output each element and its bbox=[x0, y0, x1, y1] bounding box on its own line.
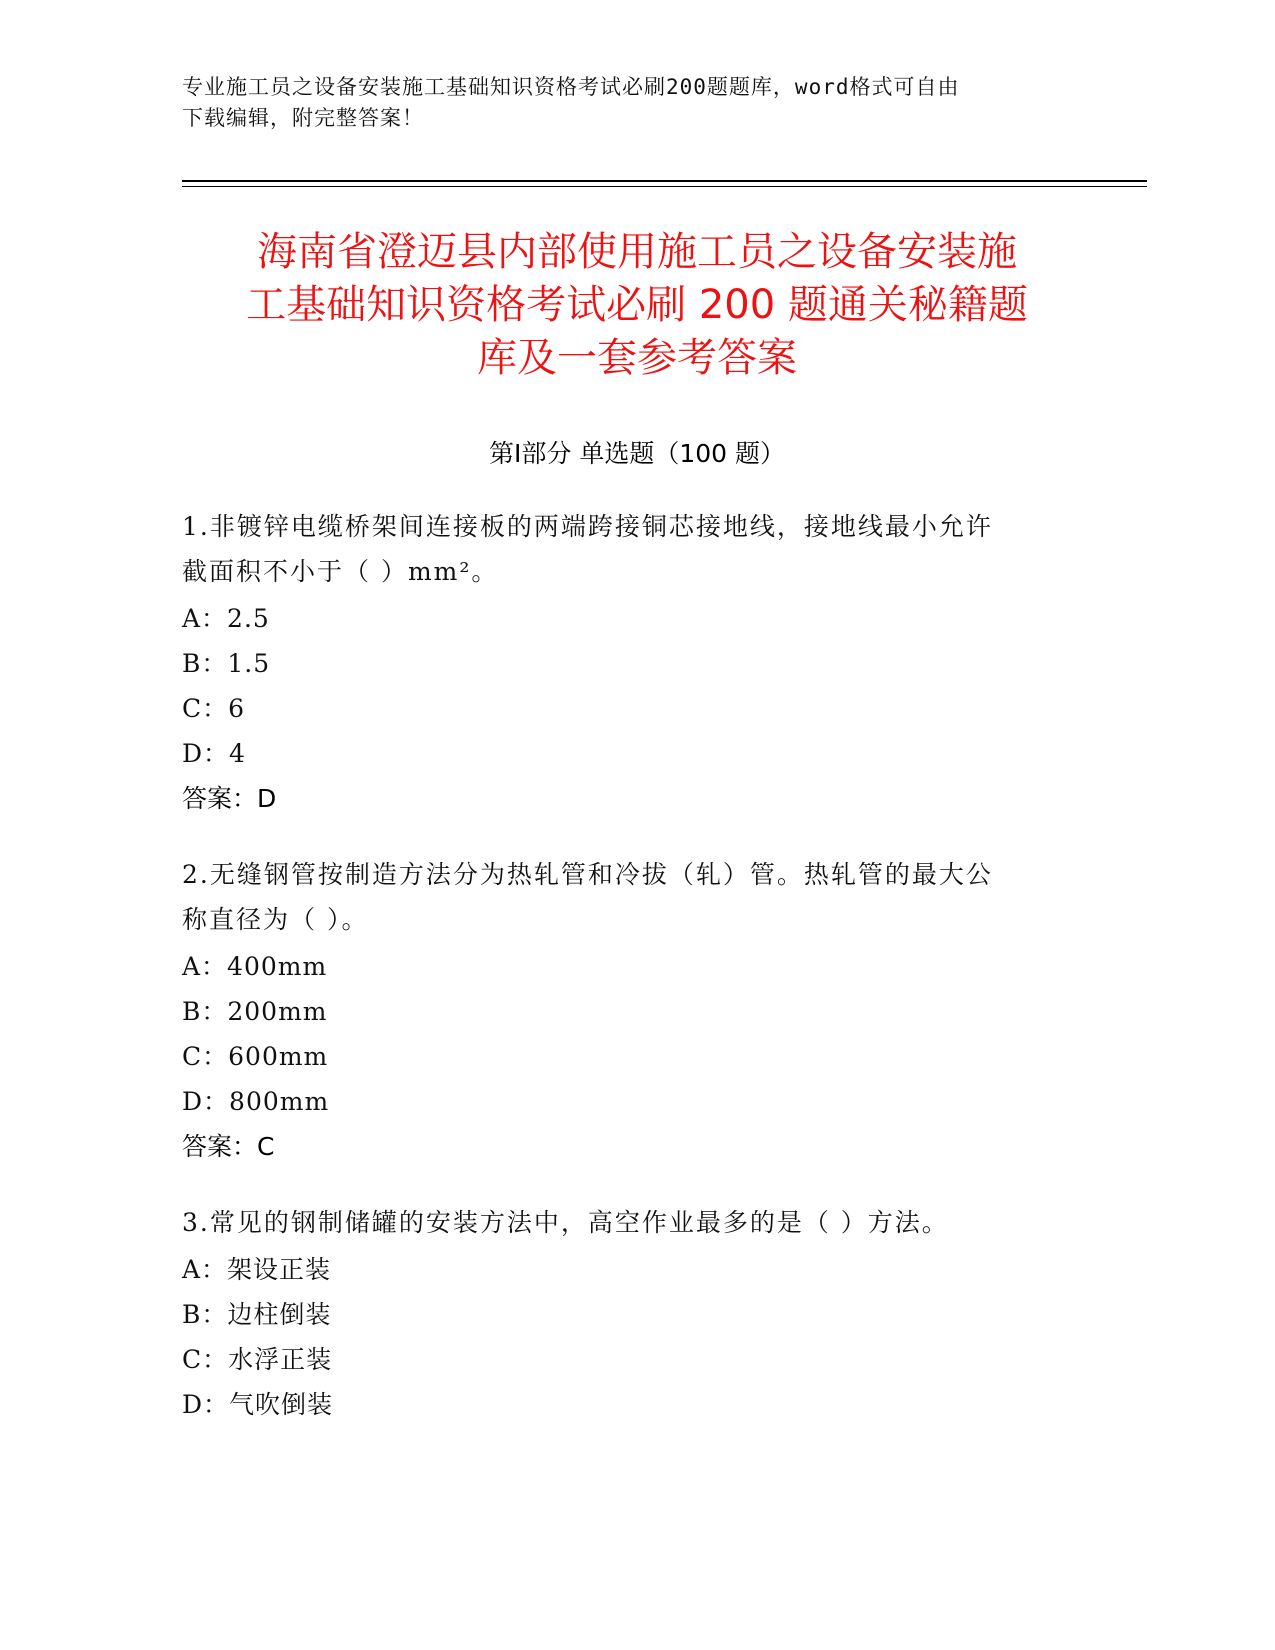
option-a: A：架设正装 bbox=[182, 1255, 332, 1284]
header-note bbox=[182, 72, 1062, 134]
document-title-line-2: 工基础知识资格考试必刷 200 题通关秘籍题 bbox=[246, 282, 1028, 328]
document-title-line-1: 海南省澄迈县内部使用施工员之设备安装施 bbox=[257, 229, 1017, 275]
header-note-line-1: 专业施工员之设备安装施工基础知识资格考试必刷200题题库，word格式可自由 bbox=[182, 75, 960, 99]
option-d: D：4 bbox=[182, 739, 246, 768]
option-a: A：400mm bbox=[182, 952, 328, 981]
option-c: C：6 bbox=[182, 694, 246, 723]
option-b: B：1.5 bbox=[182, 649, 271, 678]
question-stem bbox=[182, 1200, 1062, 1245]
answer-label: 答案：C bbox=[182, 1132, 275, 1161]
question-stem-line: 截面积不小于（ ）mm²。 bbox=[182, 557, 499, 586]
document-title-line-3: 库及一套参考答案 bbox=[477, 335, 797, 381]
document-title bbox=[182, 226, 1092, 385]
option-d: D：气吹倒装 bbox=[182, 1390, 334, 1419]
option-c: C：600mm bbox=[182, 1042, 329, 1071]
question-stem bbox=[182, 504, 1062, 594]
option-d: D：800mm bbox=[182, 1087, 330, 1116]
option-b: B：200mm bbox=[182, 997, 328, 1026]
option-a: A：2.5 bbox=[182, 604, 270, 633]
question-stem-line: 3.常见的钢制储罐的安装方法中，高空作业最多的是（ ）方法。 bbox=[182, 1208, 949, 1237]
question-stem-line: 称直径为（ ）。 bbox=[182, 905, 369, 934]
section-title: 第Ⅰ部分 单选题（100 题） bbox=[489, 439, 785, 468]
option-b: B：边柱倒装 bbox=[182, 1300, 332, 1329]
question-stem-line: 2.无缝钢管按制造方法分为热轧管和冷拔（轧）管。热轧管的最大公 bbox=[182, 860, 993, 889]
question-item bbox=[182, 852, 1062, 1169]
option-c: C：水浮正装 bbox=[182, 1345, 333, 1374]
header-divider-thick bbox=[182, 180, 1147, 182]
question-item bbox=[182, 504, 1062, 821]
question-stem-line: 1.非镀锌电缆桥架间连接板的两端跨接铜芯接地线，接地线最小允许 bbox=[182, 512, 993, 541]
question-item bbox=[182, 1200, 1062, 1427]
answer-label: 答案：D bbox=[182, 784, 277, 813]
header-note-line-2: 下载编辑，附完整答案！ bbox=[182, 106, 424, 130]
header-divider-thin bbox=[182, 186, 1147, 187]
question-stem bbox=[182, 852, 1062, 942]
